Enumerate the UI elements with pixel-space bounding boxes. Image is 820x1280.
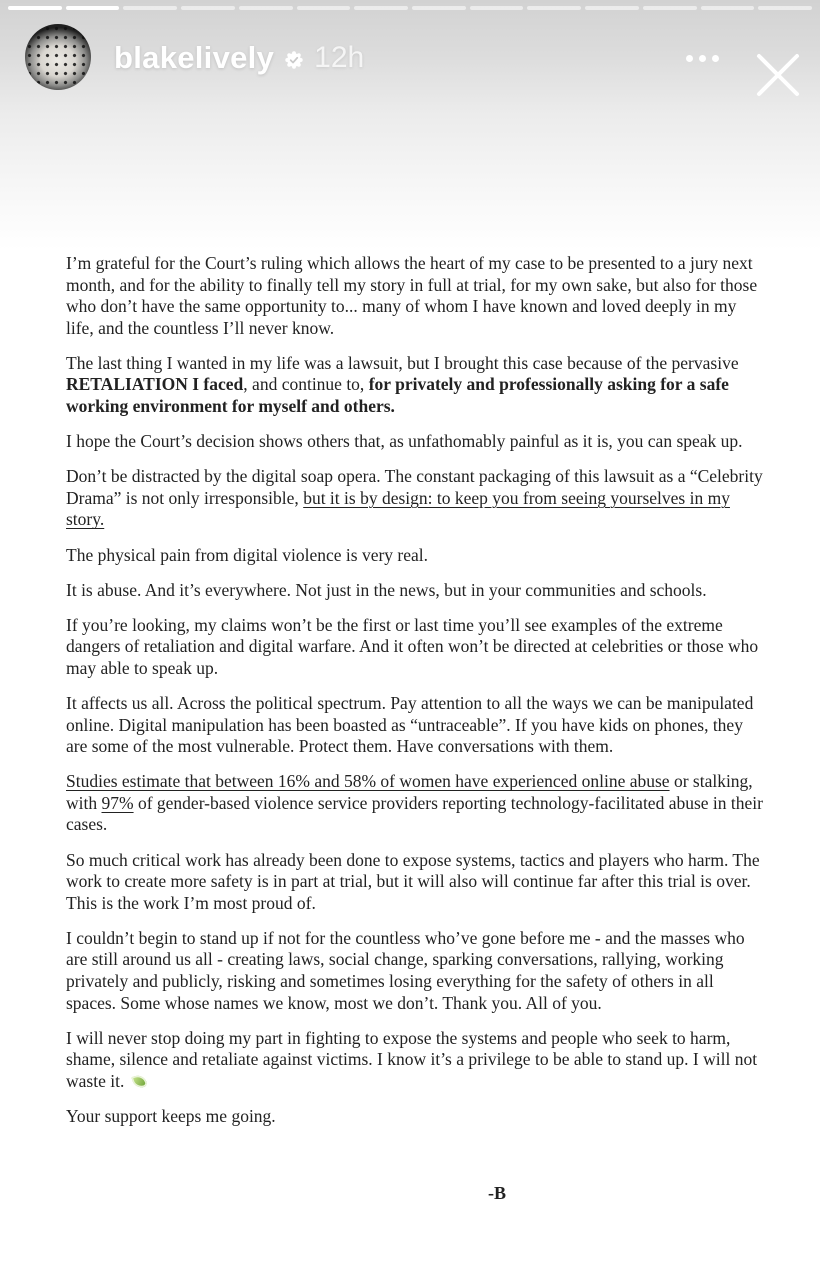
story-paragraph [66, 253, 766, 339]
story-progress-segment [66, 6, 120, 10]
story-paragraph [66, 466, 766, 531]
story-text [66, 253, 766, 1141]
story-progress-segment [470, 6, 524, 10]
story-progress-segment [123, 6, 177, 10]
text-segment: It affects us all. Across the political spectrum. Pay attention to all the ways we can be manipulated online. Digital manipulation has been boasted as “untraceable”. If you have kids on phones, they are some of the most vulnerable. Protect them. Have conversations with them. [66, 693, 754, 757]
story-progress-segment [8, 6, 62, 10]
text-segment: of gender-based violence service providers reporting technology-facilitated abuse in their cases. [66, 792, 763, 835]
story-paragraph [66, 580, 766, 602]
text-segment: I hope the Court’s decision shows others that, as unfathomably painful as it is, you can speak up. [66, 431, 743, 452]
text-segment: Don’t be distracted by the digital soap opera. The constant packaging of this lawsuit as a “Celebrity Drama” is not only irresponsible, [66, 466, 763, 508]
close-button[interactable] [754, 51, 802, 99]
text-segment: I will never stop doing my part in fighting to expose the systems and people who seek to harm, shame, silence and retaliate against victims. I know it’s a privilege to be able to stand up. I will not waste it. [66, 1027, 758, 1091]
more-options-button[interactable] [680, 46, 724, 70]
header-user-info[interactable] [114, 20, 364, 96]
story-progress-segment [527, 6, 581, 10]
story-header [0, 20, 820, 96]
story-signature: -B [488, 1183, 506, 1203]
text-segment: I’m grateful for the Court’s ruling which allows the heart of my case to be presented to a jury next month, and for the ability to finally tell my story in full at trial, for my own sake, but also for those who don’t have the same opportunity to... many of whom I have known and loved deeply in my life, and the countless I’ll never know. [66, 253, 758, 338]
text-segment: 97% [101, 792, 134, 813]
dot [699, 55, 706, 62]
story-progress-segment [181, 6, 235, 10]
story-progress-segment [585, 6, 639, 10]
story-paragraph [66, 771, 766, 836]
text-segment: If you’re looking, my claims won’t be the first or last time you’ll see examples of the extreme dangers of retaliation and digital warfare. And it often won’t be directed at celebrities or those who may able to speak up. [66, 614, 759, 678]
story-paragraph [66, 615, 766, 680]
text-segment: , and continue to, [243, 374, 369, 395]
text-segment: for privately and professionally asking for a safe working environment for myself and others. [66, 374, 729, 417]
story-progress-segment [701, 6, 755, 10]
text-segment: The last thing I wanted in my life was a lawsuit, but I brought this case because of the pervasive [66, 352, 739, 373]
story-progress-segment [758, 6, 812, 10]
story-paragraph [66, 693, 766, 758]
story-paragraph [66, 850, 766, 915]
text-segment: I couldn’t begin to stand up if not for the countless who’ve gone before me - and the masses who are still around us all - creating laws, social change, sparking conversations, rallying, working privately and publicly, risking and sometimes losing everything for the safety of others in all spaces. Some whose names we know, most we don’t. Thank you. All of you. [66, 927, 745, 1013]
story-timestamp: 12h [314, 41, 365, 74]
close-icon [754, 51, 802, 99]
story-progress-segment [643, 6, 697, 10]
username[interactable]: blakelively [114, 40, 275, 75]
dot [712, 55, 719, 62]
story-progress-segment [354, 6, 408, 10]
story-progress-segment [412, 6, 466, 10]
text-segment: It is abuse. And it’s everywhere. Not just in the news, but in your communities and schools. [66, 579, 707, 600]
story-progress-segment [239, 6, 293, 10]
verified-badge-icon [285, 51, 303, 69]
dot [686, 55, 693, 62]
story-paragraph [66, 545, 766, 567]
text-segment: So much critical work has already been done to expose systems, tactics and players who harm. The work to create more safety is in part at trial, but it will also will continue far after this trial is over. This is the work I’m most proud of. [66, 849, 760, 913]
text-segment: Studies estimate that between 16% and 58% of women have experienced online abuse [66, 771, 670, 792]
text-segment: The physical pain from digital violence is very real. [66, 544, 429, 565]
text-segment: RETALIATION I faced [66, 374, 244, 395]
story-paragraph [66, 1106, 766, 1128]
story-paragraph [66, 431, 766, 453]
text-segment: Your support keeps me going. [66, 1106, 276, 1126]
story-progress-segment [297, 6, 351, 10]
text-segment: but it is by design: to keep you from seeing yourselves in my story. [66, 487, 730, 530]
text-segment: or stalking, with [66, 771, 753, 813]
story-paragraph [66, 1028, 766, 1093]
story-progress-bar [8, 6, 812, 10]
story-paragraph [66, 928, 766, 1014]
story-paragraph [66, 353, 766, 418]
avatar[interactable] [25, 24, 91, 90]
seedling-emoji [132, 1074, 148, 1090]
